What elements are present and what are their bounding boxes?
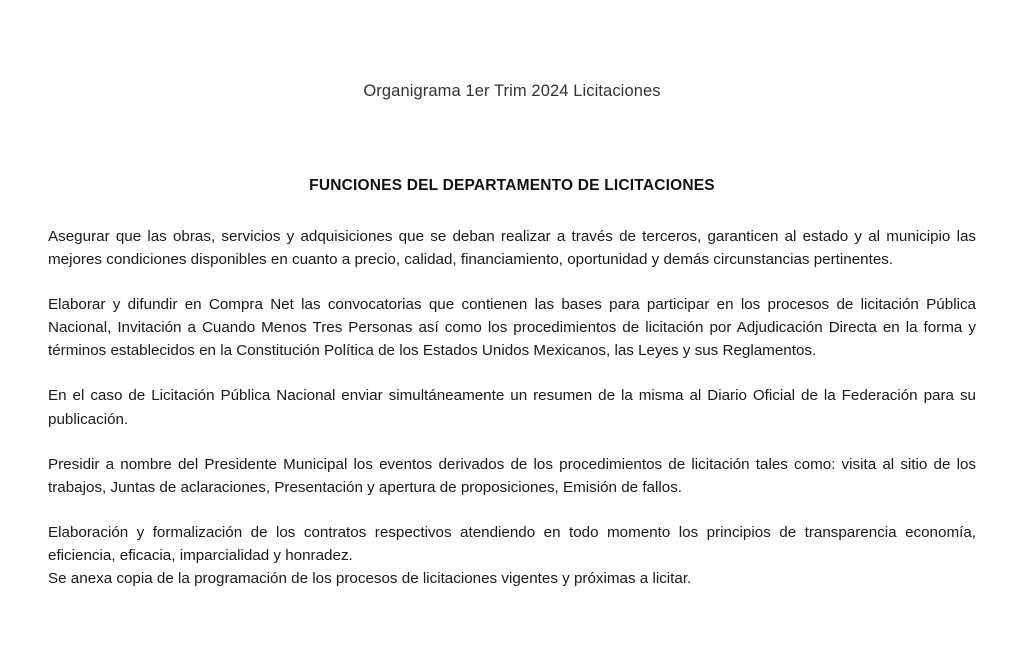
paragraph: Presidir a nombre del Presidente Municipal los eventos derivados de los procedimientos de licitación tales como: visita al sitio de los trabajos, Juntas de aclaraciones, Presentación y apertura de proposiciones, Emisión de fallos.	[48, 455, 976, 496]
paragraph: Elaborar y difundir en Compra Net las convocatorias que contienen las bases para participar en los procesos de licitación Pública Nacional, Invitación a Cuando Menos Tres Personas así como los procedimientos de licitación por Adjudicación Directa en la forma y términos establecidos en la Constitución Política de los Estados Unidos Mexicanos, las Leyes y sus Reglamentos.	[48, 296, 976, 360]
paragraph: Se anexa copia de la programación de los procesos de licitaciones vigentes y próximas a licitar.	[48, 570, 692, 588]
page-title: FUNCIONES DEL DEPARTAMENTO DE LICITACIONES	[309, 177, 715, 194]
document-body	[48, 225, 976, 590]
paragraph: Asegurar que las obras, servicios y adquisiciones que se deban realizar a través de terceros, garanticen al estado y al municipio las mejores condiciones disponibles en cuanto a precio, calidad, financiamiento, oportunidad y demás circunstancias pertinentes.	[48, 228, 976, 269]
paragraph: Elaboración y formalización de los contratos respectivos atendiendo en todo momento los principios de transparencia economía, eficiencia, eficacia, imparcialidad y honradez.	[48, 523, 976, 564]
paragraph: En el caso de Licitación Pública Nacional enviar simultáneamente un resumen de la misma al Diario Oficial de la Federación para su publicación.	[48, 387, 976, 428]
document-header: Organigrama 1er Trim 2024 Licitaciones	[363, 82, 661, 100]
